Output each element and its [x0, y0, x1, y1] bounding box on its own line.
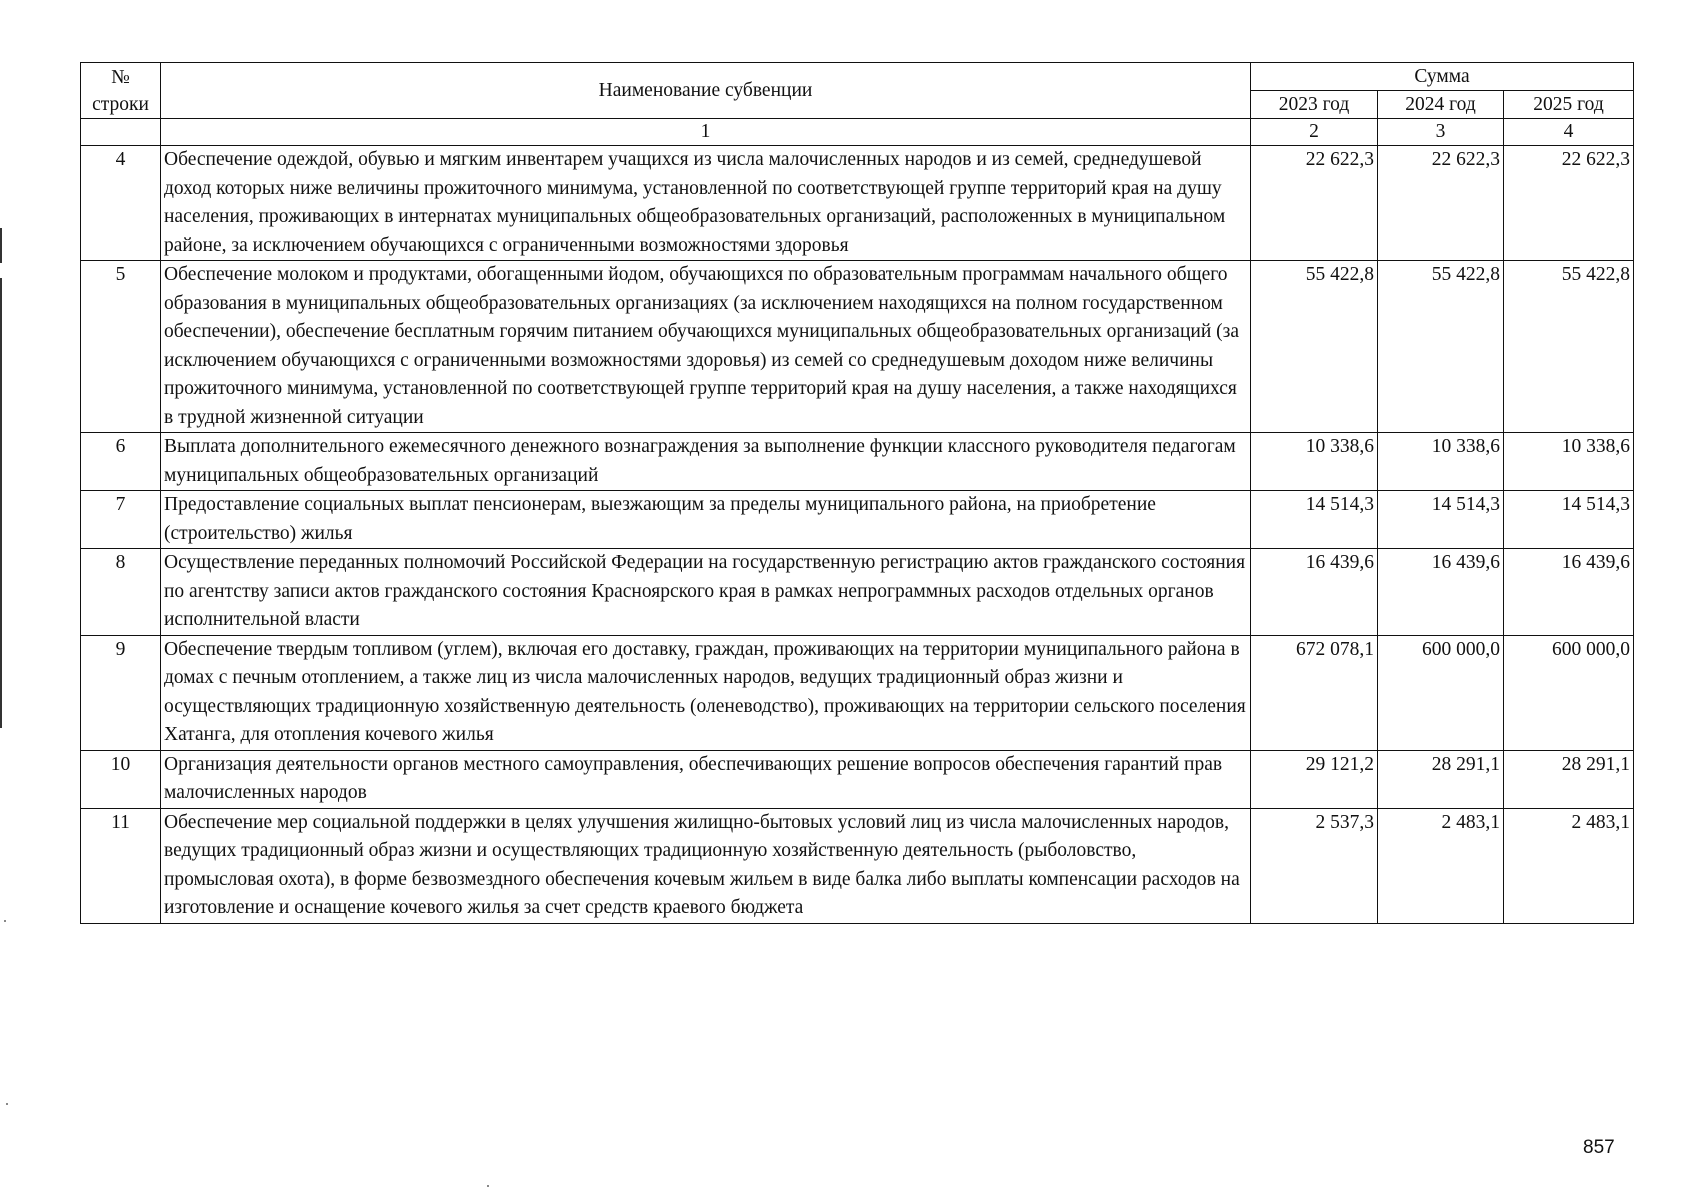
row-number-cell: 11 [81, 808, 161, 923]
amount-2024-cell: 14 514,3 [1378, 491, 1504, 549]
amount-2024-cell: 600 000,0 [1378, 635, 1504, 750]
amount-2025-cell: 10 338,6 [1504, 433, 1634, 491]
amount-2024-cell: 16 439,6 [1378, 549, 1504, 636]
subvention-name-cell: Обеспечение мер социальной поддержки в целях улучшения жилищно-бытовых условий лиц из числа малочисленных народов, ведущих традиционный образ жизни и осуществляющих традиционную хозяйственную деятельность (рыболовство, промысловая охота), в форме безвозмездного обеспечения кочевым жильем в виде балка либо выплаты компенсации расходов на изготовление и оснащение кочевого жилья за счет средств краевого бюджета [161, 808, 1251, 923]
amount-2023-cell: 2 537,3 [1251, 808, 1378, 923]
amount-2024-cell: 2 483,1 [1378, 808, 1504, 923]
amount-2025-cell: 16 439,6 [1504, 549, 1634, 636]
amount-2024-cell: 22 622,3 [1378, 146, 1504, 261]
header-name-cell: Наименование субвенции [161, 63, 1251, 119]
subvention-name-cell: Выплата дополнительного ежемесячного денежного вознаграждения за выполнение функции классного руководителя педагогам муниципальных общеобразовательных организаций [161, 433, 1251, 491]
header-row-number-cell [81, 63, 161, 119]
page-number: 857 [1583, 1137, 1615, 1158]
table-row [81, 146, 1634, 261]
subvention-name-cell: Организация деятельности органов местного самоуправления, обеспечивающих решение вопросов обеспечения гарантий прав малочисленных народов [161, 750, 1251, 808]
header-sum-cell: Сумма [1251, 63, 1634, 91]
subvention-name-cell: Обеспечение молоком и продуктами, обогащенными йодом, обучающихся по образовательным программам начального общего образования в муниципальных общеобразовательных организациях (за исключением находящихся на полном государственном обеспечении), обеспечение бесплатным горячим питанием обучающихся муниципальных общеобразовательных организаций (за исключением обучающихся с ограниченными возможностями здоровья) из семей со среднедушевым доходом ниже величины прожиточного минимума, установленной по соответствующей группе территорий края на душу населения, а также находящихся в трудной жизненной ситуации [161, 261, 1251, 433]
amount-2025-cell: 28 291,1 [1504, 750, 1634, 808]
amount-2023-cell: 55 422,8 [1251, 261, 1378, 433]
table-header-row-1 [81, 63, 1634, 91]
scan-dot [6, 1103, 8, 1105]
subvention-name-cell: Предоставление социальных выплат пенсионерам, выезжающим за пределы муниципального района, на приобретение (строительство) жилья [161, 491, 1251, 549]
scan-edge-mark-bottom [0, 278, 2, 728]
scan-edge-mark-top [0, 228, 2, 263]
amount-2023-cell: 29 121,2 [1251, 750, 1378, 808]
scan-dot [4, 920, 6, 922]
header-year-2024: 2024 год [1378, 91, 1504, 119]
subvention-name-cell: Обеспечение твердым топливом (углем), включая его доставку, граждан, проживающих на территории муниципального района в домах с печным отоплением, а также лиц из числа малочисленных народов, ведущих традиционный образ жизни и осуществляющих традиционную хозяйственную деятельность (оленеводство), проживающих на территории сельского поселения Хатанга, для отопления кочевого жилья [161, 635, 1251, 750]
column-number-1: 1 [161, 119, 1251, 146]
table-row [81, 635, 1634, 750]
table-row [81, 549, 1634, 636]
amount-2024-cell: 10 338,6 [1378, 433, 1504, 491]
amount-2023-cell: 10 338,6 [1251, 433, 1378, 491]
header-row-number-label: строки [92, 93, 149, 115]
subventions-table [80, 62, 1634, 924]
amount-2023-cell: 672 078,1 [1251, 635, 1378, 750]
table-row [81, 491, 1634, 549]
table-row [81, 433, 1634, 491]
row-number-cell: 7 [81, 491, 161, 549]
column-number-empty [81, 119, 161, 146]
row-number-cell: 5 [81, 261, 161, 433]
header-year-2023: 2023 год [1251, 91, 1378, 119]
amount-2025-cell: 14 514,3 [1504, 491, 1634, 549]
amount-2023-cell: 16 439,6 [1251, 549, 1378, 636]
amount-2025-cell: 600 000,0 [1504, 635, 1634, 750]
scan-dot [487, 1185, 489, 1187]
subvention-name-cell: Обеспечение одеждой, обувью и мягким инвентарем учащихся из числа малочисленных народов и из семей, среднедушевой доход которых ниже величины прожиточного минимума, установленной по соответствующей группе территорий края на душу населения, проживающих в интернатах муниципальных общеобразовательных организаций, расположенных в муниципальном районе, за исключением обучающихся с ограниченными возможностями здоровья [161, 146, 1251, 261]
row-number-cell: 4 [81, 146, 161, 261]
column-number-row [81, 119, 1634, 146]
header-year-2025: 2025 год [1504, 91, 1634, 119]
column-number-4: 4 [1504, 119, 1634, 146]
table-row [81, 808, 1634, 923]
amount-2025-cell: 55 422,8 [1504, 261, 1634, 433]
row-number-cell: 10 [81, 750, 161, 808]
amount-2025-cell: 22 622,3 [1504, 146, 1634, 261]
table-row [81, 261, 1634, 433]
amount-2025-cell: 2 483,1 [1504, 808, 1634, 923]
row-number-cell: 9 [81, 635, 161, 750]
row-number-cell: 6 [81, 433, 161, 491]
amount-2023-cell: 14 514,3 [1251, 491, 1378, 549]
column-number-2: 2 [1251, 119, 1378, 146]
amount-2024-cell: 55 422,8 [1378, 261, 1504, 433]
table-row [81, 750, 1634, 808]
header-row-number-symbol: № [111, 66, 130, 88]
row-number-cell: 8 [81, 549, 161, 636]
amount-2024-cell: 28 291,1 [1378, 750, 1504, 808]
subvention-name-cell: Осуществление переданных полномочий Российской Федерации на государственную регистрацию актов гражданского состояния по агентству записи актов гражданского состояния Красноярского края в рамках непрограммных расходов отдельных органов исполнительной власти [161, 549, 1251, 636]
amount-2023-cell: 22 622,3 [1251, 146, 1378, 261]
column-number-3: 3 [1378, 119, 1504, 146]
